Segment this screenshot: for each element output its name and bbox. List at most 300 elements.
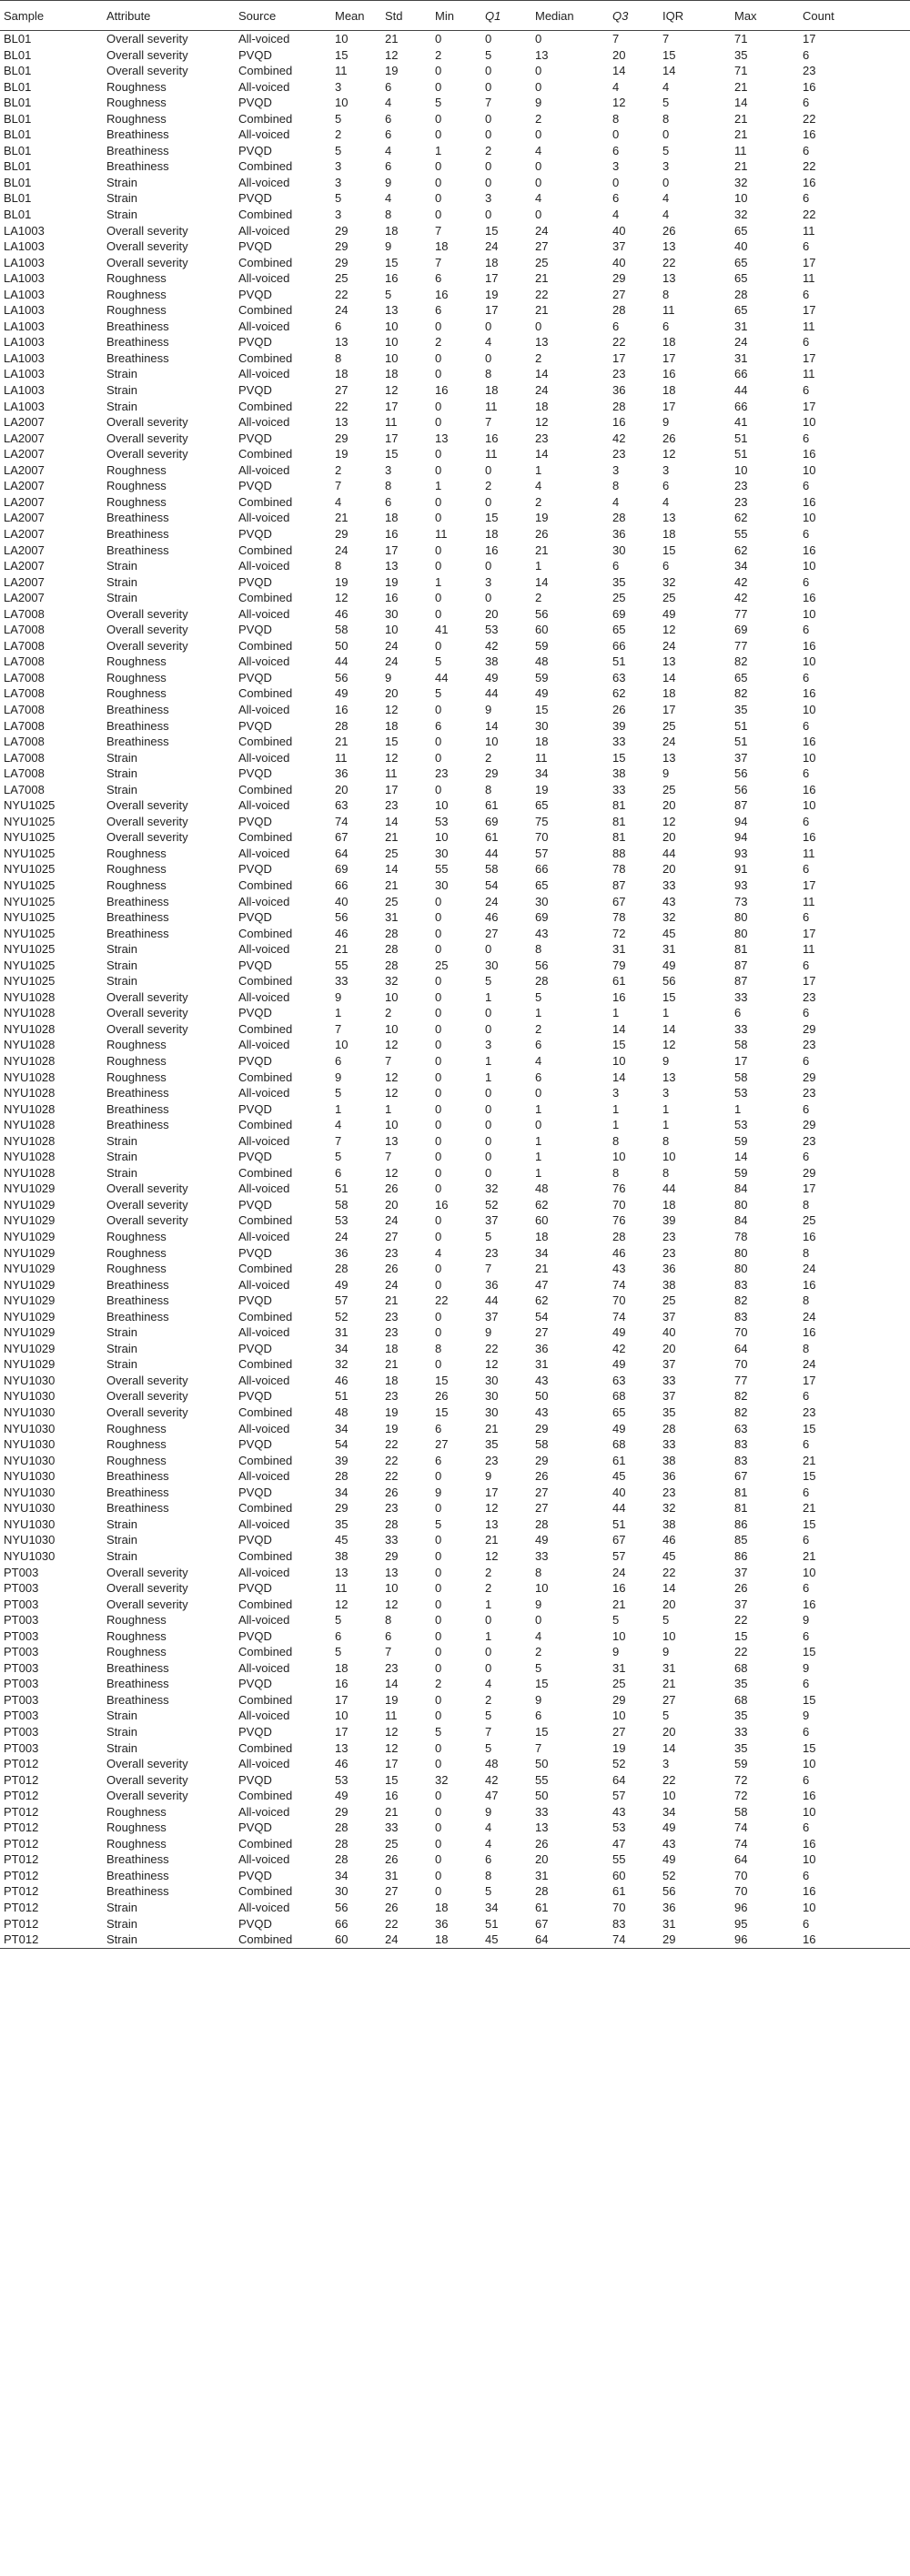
table-cell: 0 — [535, 64, 542, 78]
table-cell: 53 — [335, 1213, 349, 1228]
table-cell: 21 — [385, 877, 399, 892]
table-cell: 29 — [535, 1453, 549, 1467]
table-cell: 74 — [612, 1309, 626, 1323]
table-row — [0, 958, 910, 974]
table-cell: 1 — [662, 1101, 670, 1116]
table-cell: 14 — [662, 1581, 676, 1596]
table-cell: 23 — [734, 494, 748, 509]
table-cell: 25 — [535, 255, 549, 269]
table-cell: 31 — [612, 1660, 626, 1675]
table-cell: 6 — [803, 1820, 810, 1835]
table-cell: 23 — [662, 1245, 676, 1260]
table-cell: Breathiness — [106, 702, 169, 716]
table-cell: 11 — [385, 415, 398, 430]
table-cell: 74 — [734, 1820, 748, 1835]
table-cell: 6 — [435, 1453, 442, 1467]
table-cell: 6 — [803, 1006, 810, 1020]
table-cell: 13 — [385, 1133, 399, 1148]
table-cell: LA1003 — [4, 223, 45, 238]
table-cell: 16 — [803, 1597, 816, 1611]
table-cell: 26 — [435, 1389, 449, 1404]
table-cell: Strain — [106, 1900, 137, 1914]
table-cell: 64 — [734, 1852, 748, 1867]
table-cell: NYU1030 — [4, 1405, 56, 1420]
table-row — [0, 1500, 910, 1516]
table-cell: Overall severity — [106, 989, 188, 1004]
table-cell: 15 — [435, 1405, 449, 1420]
table-cell: 13 — [435, 431, 449, 445]
table-cell: 47 — [485, 1789, 499, 1803]
table-cell: 6 — [803, 479, 810, 493]
table-cell: 36 — [435, 1916, 449, 1931]
table-cell: 58 — [335, 623, 349, 637]
table-cell: All-voiced — [238, 223, 290, 238]
table-cell: 67 — [612, 894, 626, 908]
table-cell: 19 — [535, 511, 549, 525]
table-cell: 0 — [485, 111, 492, 126]
table-cell: 83 — [612, 1916, 626, 1931]
table-cell: NYU1029 — [4, 1182, 56, 1196]
table-cell: 42 — [612, 1341, 626, 1355]
table-cell: 49 — [612, 1357, 626, 1372]
table-cell: NYU1030 — [4, 1516, 56, 1531]
table-row — [0, 79, 910, 96]
table-cell: 15 — [662, 47, 676, 62]
table-cell: 88 — [612, 846, 626, 860]
table-cell: 43 — [612, 1262, 626, 1276]
table-cell: BL01 — [4, 96, 32, 110]
table-cell: 33 — [612, 735, 626, 749]
table-cell: NYU1025 — [4, 910, 56, 925]
table-cell: 3 — [485, 191, 492, 206]
table-cell: 2 — [335, 462, 342, 477]
table-cell: 0 — [485, 494, 492, 509]
table-cell: 18 — [435, 239, 449, 254]
table-cell: 25 — [385, 894, 399, 908]
table-cell: 10 — [335, 96, 349, 110]
table-cell: 26 — [385, 1485, 399, 1499]
table-cell: 7 — [662, 32, 670, 46]
table-cell: 6 — [803, 1916, 810, 1931]
table-cell: LA2007 — [4, 431, 45, 445]
table-cell: 51 — [485, 1916, 499, 1931]
table-cell: 22 — [803, 159, 816, 174]
table-cell: 0 — [435, 208, 442, 222]
table-cell: 50 — [335, 638, 349, 653]
table-cell: 24 — [803, 1357, 816, 1372]
table-cell: NYU1030 — [4, 1469, 56, 1484]
table-row — [0, 574, 910, 591]
table-cell: 24 — [385, 638, 399, 653]
table-cell: NYU1025 — [4, 894, 56, 908]
table-cell: LA1003 — [4, 350, 45, 365]
table-cell: 29 — [535, 1421, 549, 1435]
table-cell: Combined — [238, 64, 293, 78]
table-cell: 17 — [612, 350, 626, 365]
table-cell: All-voiced — [238, 1133, 290, 1148]
table-cell: NYU1028 — [4, 1133, 56, 1148]
table-cell: 9 — [803, 1709, 810, 1723]
table-cell: Strain — [106, 559, 137, 573]
table-cell: 19 — [385, 1405, 399, 1420]
table-cell: 0 — [435, 543, 442, 557]
table-cell: 9 — [335, 989, 342, 1004]
table-cell: 57 — [535, 846, 549, 860]
table-cell: 17 — [385, 543, 399, 557]
table-cell: 67 — [612, 1533, 626, 1547]
table-cell: 52 — [662, 1868, 676, 1882]
table-cell: 8 — [662, 287, 670, 301]
table-cell: 0 — [435, 127, 442, 142]
table-row — [0, 1165, 910, 1182]
table-cell: 3 — [612, 462, 620, 477]
table-cell: NYU1030 — [4, 1421, 56, 1435]
table-cell: 16 — [803, 1789, 816, 1803]
table-cell: 13 — [662, 1070, 676, 1084]
table-cell: Combined — [238, 1548, 293, 1563]
table-cell: Roughness — [106, 877, 167, 892]
table-cell: LA7008 — [4, 782, 45, 796]
table-cell: Strain — [106, 1516, 137, 1531]
table-cell: 21 — [335, 942, 349, 957]
table-cell: 14 — [535, 447, 549, 461]
table-cell: 10 — [435, 798, 449, 813]
table-cell: 18 — [385, 1373, 399, 1387]
table-cell: 1 — [385, 1101, 392, 1116]
table-cell: Combined — [238, 1836, 293, 1851]
table-cell: 14 — [662, 1021, 676, 1036]
table-cell: 50 — [535, 1789, 549, 1803]
table-cell: 15 — [662, 989, 676, 1004]
table-cell: All-voiced — [238, 1709, 290, 1723]
table-row — [0, 1804, 910, 1820]
table-cell: 12 — [385, 1724, 399, 1739]
table-cell: 18 — [662, 335, 676, 350]
table-cell: 12 — [385, 47, 399, 62]
table-cell: 33 — [385, 1820, 399, 1835]
table-cell: 22 — [385, 1437, 399, 1452]
table-cell: Breathiness — [106, 1677, 169, 1691]
table-cell: Strain — [106, 1165, 137, 1180]
table-cell: 17 — [803, 32, 816, 46]
table-cell: 6 — [535, 1709, 542, 1723]
table-cell: All-voiced — [238, 1804, 290, 1819]
table-cell: 73 — [734, 894, 748, 908]
table-cell: 21 — [612, 1597, 626, 1611]
table-row — [0, 1851, 910, 1868]
table-cell: 0 — [435, 111, 442, 126]
table-cell: 46 — [662, 1533, 676, 1547]
column-header: Median — [531, 1, 609, 31]
table-cell: 94 — [734, 814, 748, 828]
table-cell: 28 — [335, 1469, 349, 1484]
table-cell: 30 — [485, 1373, 499, 1387]
table-cell: All-voiced — [238, 1660, 290, 1675]
table-cell: 33 — [734, 1724, 748, 1739]
table-cell: 12 — [485, 1501, 499, 1516]
table-cell: 69 — [335, 862, 349, 877]
table-cell: 2 — [535, 111, 542, 126]
table-cell: 10 — [612, 1150, 626, 1164]
table-cell: 12 — [662, 1038, 676, 1052]
table-cell: All-voiced — [238, 846, 290, 860]
table-cell: NYU1025 — [4, 814, 56, 828]
table-cell: 43 — [535, 1405, 549, 1420]
table-cell: PVQD — [238, 670, 272, 685]
table-cell: 8 — [335, 350, 342, 365]
table-cell: 9 — [803, 1613, 810, 1628]
table-cell: 83 — [734, 1309, 748, 1323]
table-cell: 35 — [734, 1709, 748, 1723]
table-cell: 1 — [435, 143, 442, 157]
table-cell: 10 — [803, 1900, 816, 1914]
table-cell: 34 — [335, 1341, 349, 1355]
table-cell: 62 — [535, 1197, 549, 1212]
table-cell: 56 — [734, 766, 748, 781]
table-cell: 1 — [535, 559, 542, 573]
table-cell: 29 — [335, 431, 349, 445]
table-cell: 57 — [335, 1293, 349, 1308]
table-cell: 44 — [335, 654, 349, 669]
table-cell: 10 — [662, 1150, 676, 1164]
table-cell: 22 — [335, 287, 349, 301]
table-cell: 5 — [435, 686, 442, 701]
table-cell: PVQD — [238, 1101, 272, 1116]
table-cell: 24 — [662, 638, 676, 653]
column-header: Std — [381, 1, 431, 31]
table-cell: 28 — [335, 1836, 349, 1851]
table-cell: Breathiness — [106, 1118, 169, 1132]
table-cell: 15 — [734, 1628, 748, 1643]
table-cell: 0 — [535, 1086, 542, 1100]
table-cell: 28 — [385, 942, 399, 957]
table-cell: 22 — [803, 208, 816, 222]
table-cell: 70 — [734, 1884, 748, 1899]
table-cell: Overall severity — [106, 1581, 188, 1596]
table-cell: 66 — [535, 862, 549, 877]
table-cell: 0 — [435, 1054, 442, 1068]
table-cell: BL01 — [4, 32, 32, 46]
table-cell: 15 — [535, 1677, 549, 1691]
table-cell: 6 — [803, 191, 810, 206]
table-cell: 59 — [535, 670, 549, 685]
table-cell: 28 — [535, 974, 549, 989]
table-cell: 51 — [612, 654, 626, 669]
table-cell: 95 — [734, 1916, 748, 1931]
table-cell: All-voiced — [238, 319, 290, 333]
table-cell: 30 — [535, 718, 549, 733]
table-cell: Combined — [238, 1405, 293, 1420]
table-row — [0, 1868, 910, 1884]
table-cell: Breathiness — [106, 1309, 169, 1323]
table-cell: 63 — [612, 670, 626, 685]
table-row — [0, 702, 910, 718]
table-cell: BL01 — [4, 127, 32, 142]
table-cell: 8 — [803, 1293, 810, 1308]
table-cell: 7 — [485, 1262, 492, 1276]
table-cell: 23 — [803, 1133, 816, 1148]
table-cell: 29 — [335, 255, 349, 269]
table-cell: 0 — [435, 606, 442, 621]
table-cell: Strain — [106, 574, 137, 589]
table-cell: 87 — [734, 798, 748, 813]
table-cell: 35 — [734, 702, 748, 716]
table-cell: 26 — [612, 702, 626, 716]
table-cell: 84 — [734, 1213, 748, 1228]
table-cell: 0 — [435, 462, 442, 477]
table-cell: 0 — [435, 1118, 442, 1132]
table-cell: 0 — [485, 350, 492, 365]
table-cell: PT003 — [4, 1660, 39, 1675]
table-cell: Roughness — [106, 96, 167, 110]
table-cell: 27 — [435, 1437, 449, 1452]
table-cell: 2 — [535, 591, 542, 605]
table-cell: 39 — [662, 1213, 676, 1228]
table-cell: 22 — [385, 1453, 399, 1467]
table-cell: 19 — [385, 574, 399, 589]
table-cell: 42 — [734, 591, 748, 605]
table-cell: 36 — [612, 526, 626, 541]
table-cell: 0 — [662, 127, 670, 142]
table-cell: 10 — [535, 1581, 549, 1596]
table-cell: All-voiced — [238, 894, 290, 908]
table-cell: 16 — [803, 735, 816, 749]
table-cell: 55 — [435, 862, 449, 877]
table-cell: Overall severity — [106, 623, 188, 637]
table-cell: 1 — [435, 479, 442, 493]
table-cell: 27 — [662, 1692, 676, 1707]
table-row — [0, 1485, 910, 1501]
table-cell: 27 — [535, 1485, 549, 1499]
table-cell: 15 — [803, 1469, 816, 1484]
table-cell: NYU1030 — [4, 1548, 56, 1563]
table-cell: 5 — [485, 47, 492, 62]
table-cell: All-voiced — [238, 1421, 290, 1435]
table-cell: 6 — [803, 1868, 810, 1882]
table-cell: 4 — [385, 143, 392, 157]
table-cell: 0 — [485, 1645, 492, 1659]
table-cell: 9 — [662, 766, 670, 781]
table-cell: 34 — [335, 1485, 349, 1499]
table-cell: 15 — [535, 1724, 549, 1739]
table-cell: 0 — [435, 735, 442, 749]
table-cell: 0 — [435, 989, 442, 1004]
table-cell: 10 — [803, 1852, 816, 1867]
table-cell: Overall severity — [106, 1373, 188, 1387]
table-cell: 16 — [612, 1581, 626, 1596]
table-cell: 82 — [734, 654, 748, 669]
table-cell: 18 — [662, 1197, 676, 1212]
table-cell: Strain — [106, 191, 137, 206]
table-cell: 32 — [385, 974, 399, 989]
table-cell: 10 — [803, 1804, 816, 1819]
table-cell: 34 — [535, 1245, 549, 1260]
table-row — [0, 270, 910, 287]
table-cell: 71 — [734, 32, 748, 46]
table-cell: Strain — [106, 1357, 137, 1372]
table-cell: 45 — [481, 1932, 531, 1948]
table-cell: 2 — [535, 494, 542, 509]
table-cell: 0 — [435, 494, 442, 509]
table-cell: 5 — [535, 989, 542, 1004]
table-cell: 33 — [535, 1804, 549, 1819]
table-cell: 20 — [335, 782, 349, 796]
table-cell: 6 — [335, 1165, 342, 1180]
table-cell: 11 — [803, 846, 815, 860]
table-cell: 1 — [662, 1118, 670, 1132]
table-cell: 0 — [485, 127, 492, 142]
table-cell: 0 — [435, 974, 442, 989]
table-cell: Overall severity — [106, 1597, 188, 1611]
table-cell: All-voiced — [238, 127, 290, 142]
table-cell: 47 — [612, 1836, 626, 1851]
table-row — [0, 478, 910, 494]
table-cell: 74 — [609, 1932, 659, 1948]
table-cell: 13 — [662, 239, 676, 254]
table-row — [0, 926, 910, 942]
table-cell: BL01 — [4, 208, 32, 222]
table-cell: 23 — [385, 1660, 399, 1675]
table-cell: Roughness — [106, 1437, 167, 1452]
table-cell: 21 — [535, 543, 549, 557]
table-cell: Combined — [238, 1692, 293, 1707]
table-cell: 23 — [803, 64, 816, 78]
table-cell: 6 — [612, 143, 620, 157]
table-cell: 14 — [612, 64, 626, 78]
table-row — [0, 797, 910, 814]
table-row — [0, 622, 910, 638]
table-row — [0, 158, 910, 175]
table-cell: 23 — [612, 447, 626, 461]
table-cell: All-voiced — [238, 1613, 290, 1628]
table-cell: 10 — [385, 1118, 399, 1132]
table-cell: 8 — [535, 1565, 542, 1579]
table-cell: 87 — [734, 974, 748, 989]
table-cell: 6 — [803, 143, 810, 157]
table-cell: 6 — [803, 335, 810, 350]
table-cell: 21 — [662, 1677, 676, 1691]
table-cell: 0 — [435, 1836, 442, 1851]
table-cell: 6 — [803, 47, 810, 62]
table-cell: 16 — [385, 591, 399, 605]
table-cell: NYU1025 — [4, 958, 56, 972]
table-cell: 26 — [734, 1581, 748, 1596]
table-row — [0, 1373, 910, 1389]
table-cell: 57 — [612, 1548, 626, 1563]
table-cell: 0 — [435, 1006, 442, 1020]
table-row — [0, 1212, 910, 1229]
table-cell: Breathiness — [106, 127, 169, 142]
table-cell: 42 — [485, 1772, 499, 1787]
table-cell: 6 — [612, 191, 620, 206]
table-cell: 33 — [662, 1373, 676, 1387]
table-cell: BL01 — [4, 111, 32, 126]
table-cell: NYU1028 — [4, 1021, 56, 1036]
table-cell: 43 — [662, 1836, 676, 1851]
table-row — [0, 223, 910, 239]
table-cell: 0 — [435, 1660, 442, 1675]
table-cell: NYU1029 — [4, 1230, 56, 1244]
table-cell: 62 — [612, 686, 626, 701]
table-cell: All-voiced — [238, 1900, 290, 1914]
table-cell: 13 — [662, 750, 676, 765]
table-cell: 78 — [612, 910, 626, 925]
table-cell: 6 — [662, 479, 670, 493]
table-cell: 18 — [662, 383, 676, 398]
table-cell: NYU1029 — [4, 1293, 56, 1308]
table-cell: LA1003 — [4, 383, 45, 398]
table-cell: 12 — [335, 591, 349, 605]
